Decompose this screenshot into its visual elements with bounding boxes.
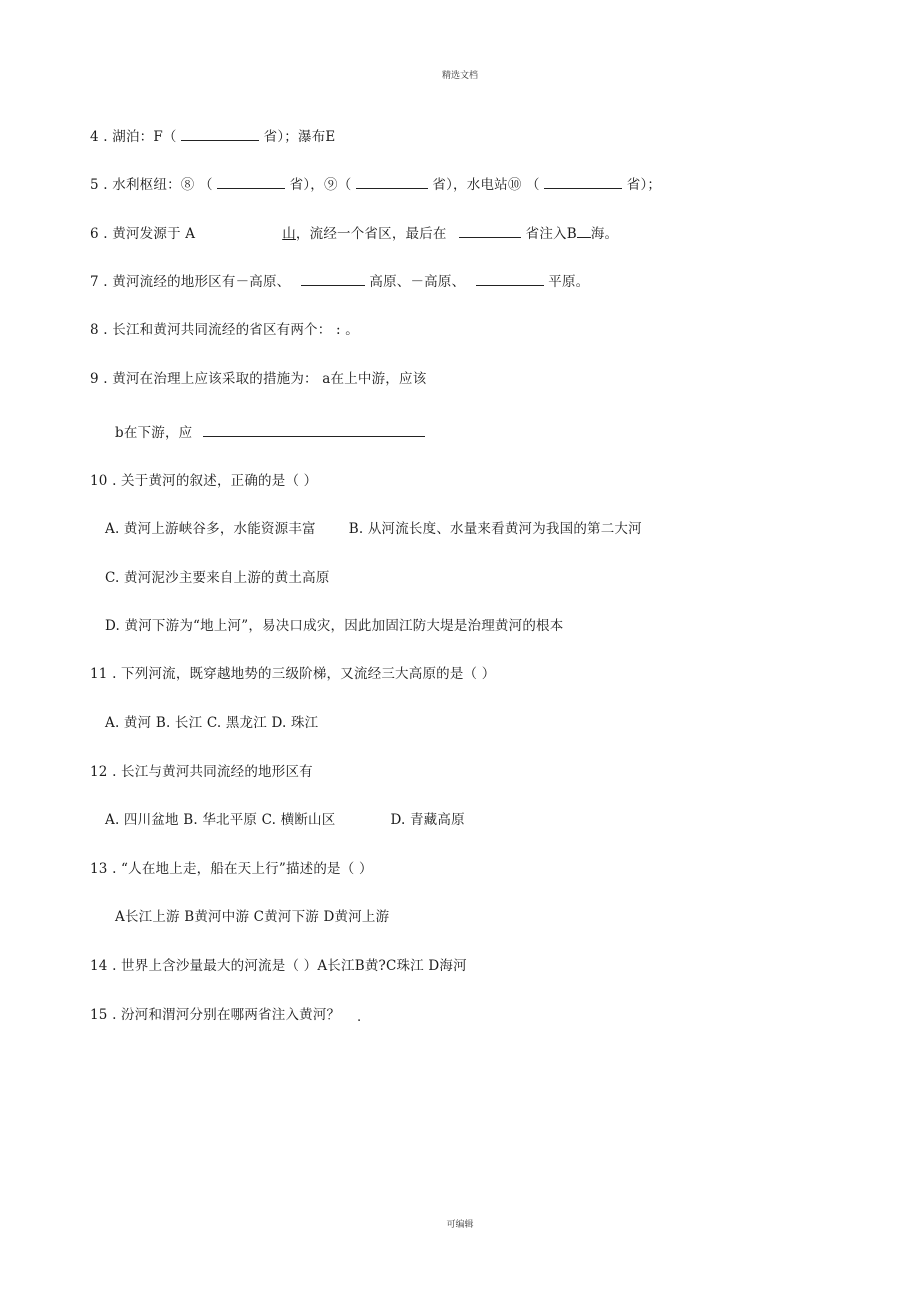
question-9 xyxy=(90,369,426,389)
q7-blank-2 xyxy=(476,272,544,286)
q6-text-b: ，流经一个省区，最后在 xyxy=(295,226,447,242)
question-10-option-c xyxy=(105,568,330,588)
q6-text-a: 6 . 黄河发源于 A xyxy=(90,226,196,242)
q6-text-d: 海。 xyxy=(590,226,619,242)
q13-options-text: A长江上游 B黄河中游 C黄河下游 D黄河上游 xyxy=(115,909,390,925)
question-4 xyxy=(90,127,335,147)
question-13-options xyxy=(115,907,389,927)
question-12-options xyxy=(105,810,465,830)
q7-text-b: 高原、－高原、 xyxy=(369,274,466,290)
q6-blank-2 xyxy=(577,224,591,238)
q12-option-d: D. 青藏高原 xyxy=(390,812,465,828)
page-footer: 可编辑 xyxy=(446,1220,474,1230)
q4-text-a: 4 . 湖泊：F（ xyxy=(90,129,177,145)
q6-underlined-mountain: 山 xyxy=(282,226,296,242)
q5-text-d: 省）； xyxy=(626,177,662,193)
page-header: 精选文档 xyxy=(441,71,478,81)
q12-text: 12 . 长江与黄河共同流经的地形区有 xyxy=(90,764,313,780)
q11-text: 11 . 下列河流，既穿越地势的三级阶梯，又流经三大高原的是（ ） xyxy=(90,666,496,682)
q8-text: 8 . 长江和黄河共同流经的省区有两个： : 。 xyxy=(90,322,359,338)
q12-options-abc: A. 四川盆地 B. 华北平原 C. 横断山区 xyxy=(105,812,336,828)
q6-text-c: 省注入B xyxy=(525,226,577,242)
q15-stray-dot: . xyxy=(357,1010,362,1025)
q7-blank-1 xyxy=(301,272,365,286)
q4-text-b: 省）；瀑布E xyxy=(263,129,336,145)
q6-blank-1 xyxy=(459,224,521,238)
question-10 xyxy=(90,471,317,491)
question-11-options xyxy=(105,713,318,733)
question-15 xyxy=(90,1005,340,1025)
q5-blank-2 xyxy=(356,175,428,189)
q10-option-c-text: C. 黄河泥沙主要来自上游的黄土高原 xyxy=(105,570,330,586)
q5-text-c: 省），水电站⑩ （ xyxy=(432,177,540,193)
q10-option-a: A. 黄河上游峡谷多，水能资源丰富 xyxy=(105,521,316,537)
q4-blank xyxy=(181,127,259,141)
q13-text: 13 . “人在地上走，船在天上行”描述的是（ ） xyxy=(90,861,373,877)
question-7 xyxy=(90,272,589,292)
question-5 xyxy=(90,175,661,195)
q15-text: 15 . 汾河和渭河分别在哪两省注入黄河？ xyxy=(90,1007,341,1023)
question-10-option-d xyxy=(105,616,563,636)
question-6 xyxy=(90,224,618,244)
question-10-options-ab xyxy=(105,519,642,539)
q7-text-a: 7 . 黄河流经的地形区有－高原、 xyxy=(90,274,291,290)
q5-blank-1 xyxy=(217,175,285,189)
question-12 xyxy=(90,762,313,782)
question-9b xyxy=(115,423,425,443)
q5-blank-3 xyxy=(544,175,622,189)
question-14 xyxy=(90,956,467,976)
q9-text: 9 . 黄河在治理上应该采取的措施为： a在上中游，应该 xyxy=(90,371,427,387)
q10-option-b: B. 从河流长度、水量来看黄河为我国的第二大河 xyxy=(348,521,642,537)
q5-text-b: 省），⑨（ xyxy=(289,177,352,193)
q11-options-text: A. 黄河 B. 长江 C. 黑龙江 D. 珠江 xyxy=(105,715,319,731)
q10-text: 10 . 关于黄河的叙述，正确的是（ ） xyxy=(90,473,318,489)
q7-text-c: 平原。 xyxy=(548,274,590,290)
q5-text-a: 5 . 水利枢纽：⑧ （ xyxy=(90,177,213,193)
q9b-blank xyxy=(203,423,425,437)
q14-text: 14 . 世界上含沙量最大的河流是（ ）A长江B黄?C珠江 D海河 xyxy=(90,958,467,974)
question-8 xyxy=(90,320,359,340)
q9b-text: b在下游，应 xyxy=(115,425,193,441)
q10-option-d-text: D. 黄河下游为“地上河”，易决口成灾，因此加固江防大堤是治理黄河的根本 xyxy=(105,618,564,634)
question-13 xyxy=(90,859,373,879)
question-11 xyxy=(90,664,495,684)
